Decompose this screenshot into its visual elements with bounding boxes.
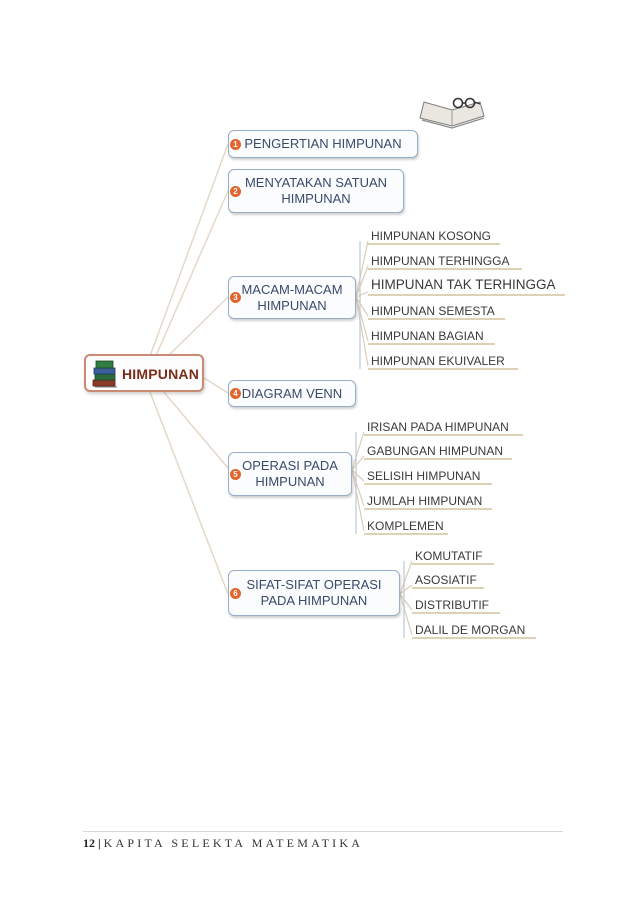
- branch-label: MENYATAKAN SATUAN HIMPUNAN: [244, 175, 388, 206]
- branch-label: PENGERTIAN HIMPUNAN: [244, 136, 402, 151]
- root-label: HIMPUNAN: [122, 366, 200, 382]
- leaf-himpunan-terhingga[interactable]: HIMPUNAN TERHINGGA: [371, 254, 510, 268]
- branch-label: SIFAT-SIFAT OPERASI PADA HIMPUNAN: [246, 577, 382, 608]
- branch-label: MACAM-MACAM HIMPUNAN: [241, 281, 343, 313]
- branch-sifat-sifat-operasi[interactable]: [228, 570, 400, 616]
- open-book-glasses-icon: [418, 96, 486, 130]
- branch-number-badge: 2: [230, 186, 241, 197]
- connector-3: [162, 297, 228, 362]
- leaf-selisih-himpunan[interactable]: SELISIH HIMPUNAN: [367, 469, 481, 483]
- branch-number-badge: 4: [230, 388, 241, 399]
- leaf-jumlah-himpunan[interactable]: JUMLAH HIMPUNAN: [367, 494, 483, 508]
- leaf-dalil-de-morgan[interactable]: DALIL DE MORGAN: [415, 623, 526, 637]
- leaf-komplemen[interactable]: KOMPLEMEN: [367, 519, 444, 533]
- leaf-irisan-pada-himpunan[interactable]: IRISAN PADA HIMPUNAN: [367, 420, 509, 434]
- leaf-himpunan-kosong[interactable]: HIMPUNAN KOSONG: [371, 229, 492, 243]
- branch-label: DIAGRAM VENN: [241, 385, 343, 401]
- books-icon: [90, 358, 120, 390]
- page-number: 12: [83, 836, 95, 850]
- footer-separator: |: [98, 836, 101, 850]
- branch-number-badge: 5: [230, 469, 241, 480]
- connector-1: [150, 144, 228, 356]
- leaf-himpunan-bagian[interactable]: HIMPUNAN BAGIAN: [371, 329, 484, 343]
- branch-operasi-pada-himpunan[interactable]: [228, 452, 352, 496]
- branch-menyatakan-satuan-himpunan[interactable]: [228, 169, 404, 213]
- branch-number-badge: 6: [230, 588, 241, 599]
- root-node[interactable]: [84, 354, 204, 392]
- branch-number-badge: 1: [230, 139, 241, 150]
- connector-5: [162, 390, 228, 468]
- leaf-asosiatif[interactable]: ASOSIATIF: [415, 573, 477, 587]
- connector-4: [204, 378, 228, 393]
- leaf-himpunan-semesta[interactable]: HIMPUNAN SEMESTA: [371, 304, 495, 318]
- leaf-komutatif[interactable]: KOMUTATIF: [415, 549, 483, 563]
- footer-title: KAPITA SELEKTA MATEMATIKA: [103, 836, 364, 850]
- leaf-gabungan-himpunan[interactable]: GABUNGAN HIMPUNAN: [367, 444, 504, 458]
- leaf-himpunan-ekuivaler[interactable]: HIMPUNAN EKUIVALER: [371, 354, 505, 368]
- leaf-distributif[interactable]: DISTRIBUTIF: [415, 598, 489, 612]
- footer-divider: [83, 831, 563, 832]
- page-footer: [83, 836, 363, 851]
- branch-label: OPERASI PADA HIMPUNAN: [242, 458, 338, 489]
- leaf-himpunan-tak-terhingga[interactable]: HIMPUNAN TAK TERHINGGA: [371, 277, 556, 292]
- branch-pengertian-himpunan[interactable]: [228, 130, 418, 158]
- branch-number-badge: 3: [230, 292, 241, 303]
- branch-macam-macam-himpunan[interactable]: [228, 276, 356, 319]
- branch-diagram-venn[interactable]: [228, 380, 356, 407]
